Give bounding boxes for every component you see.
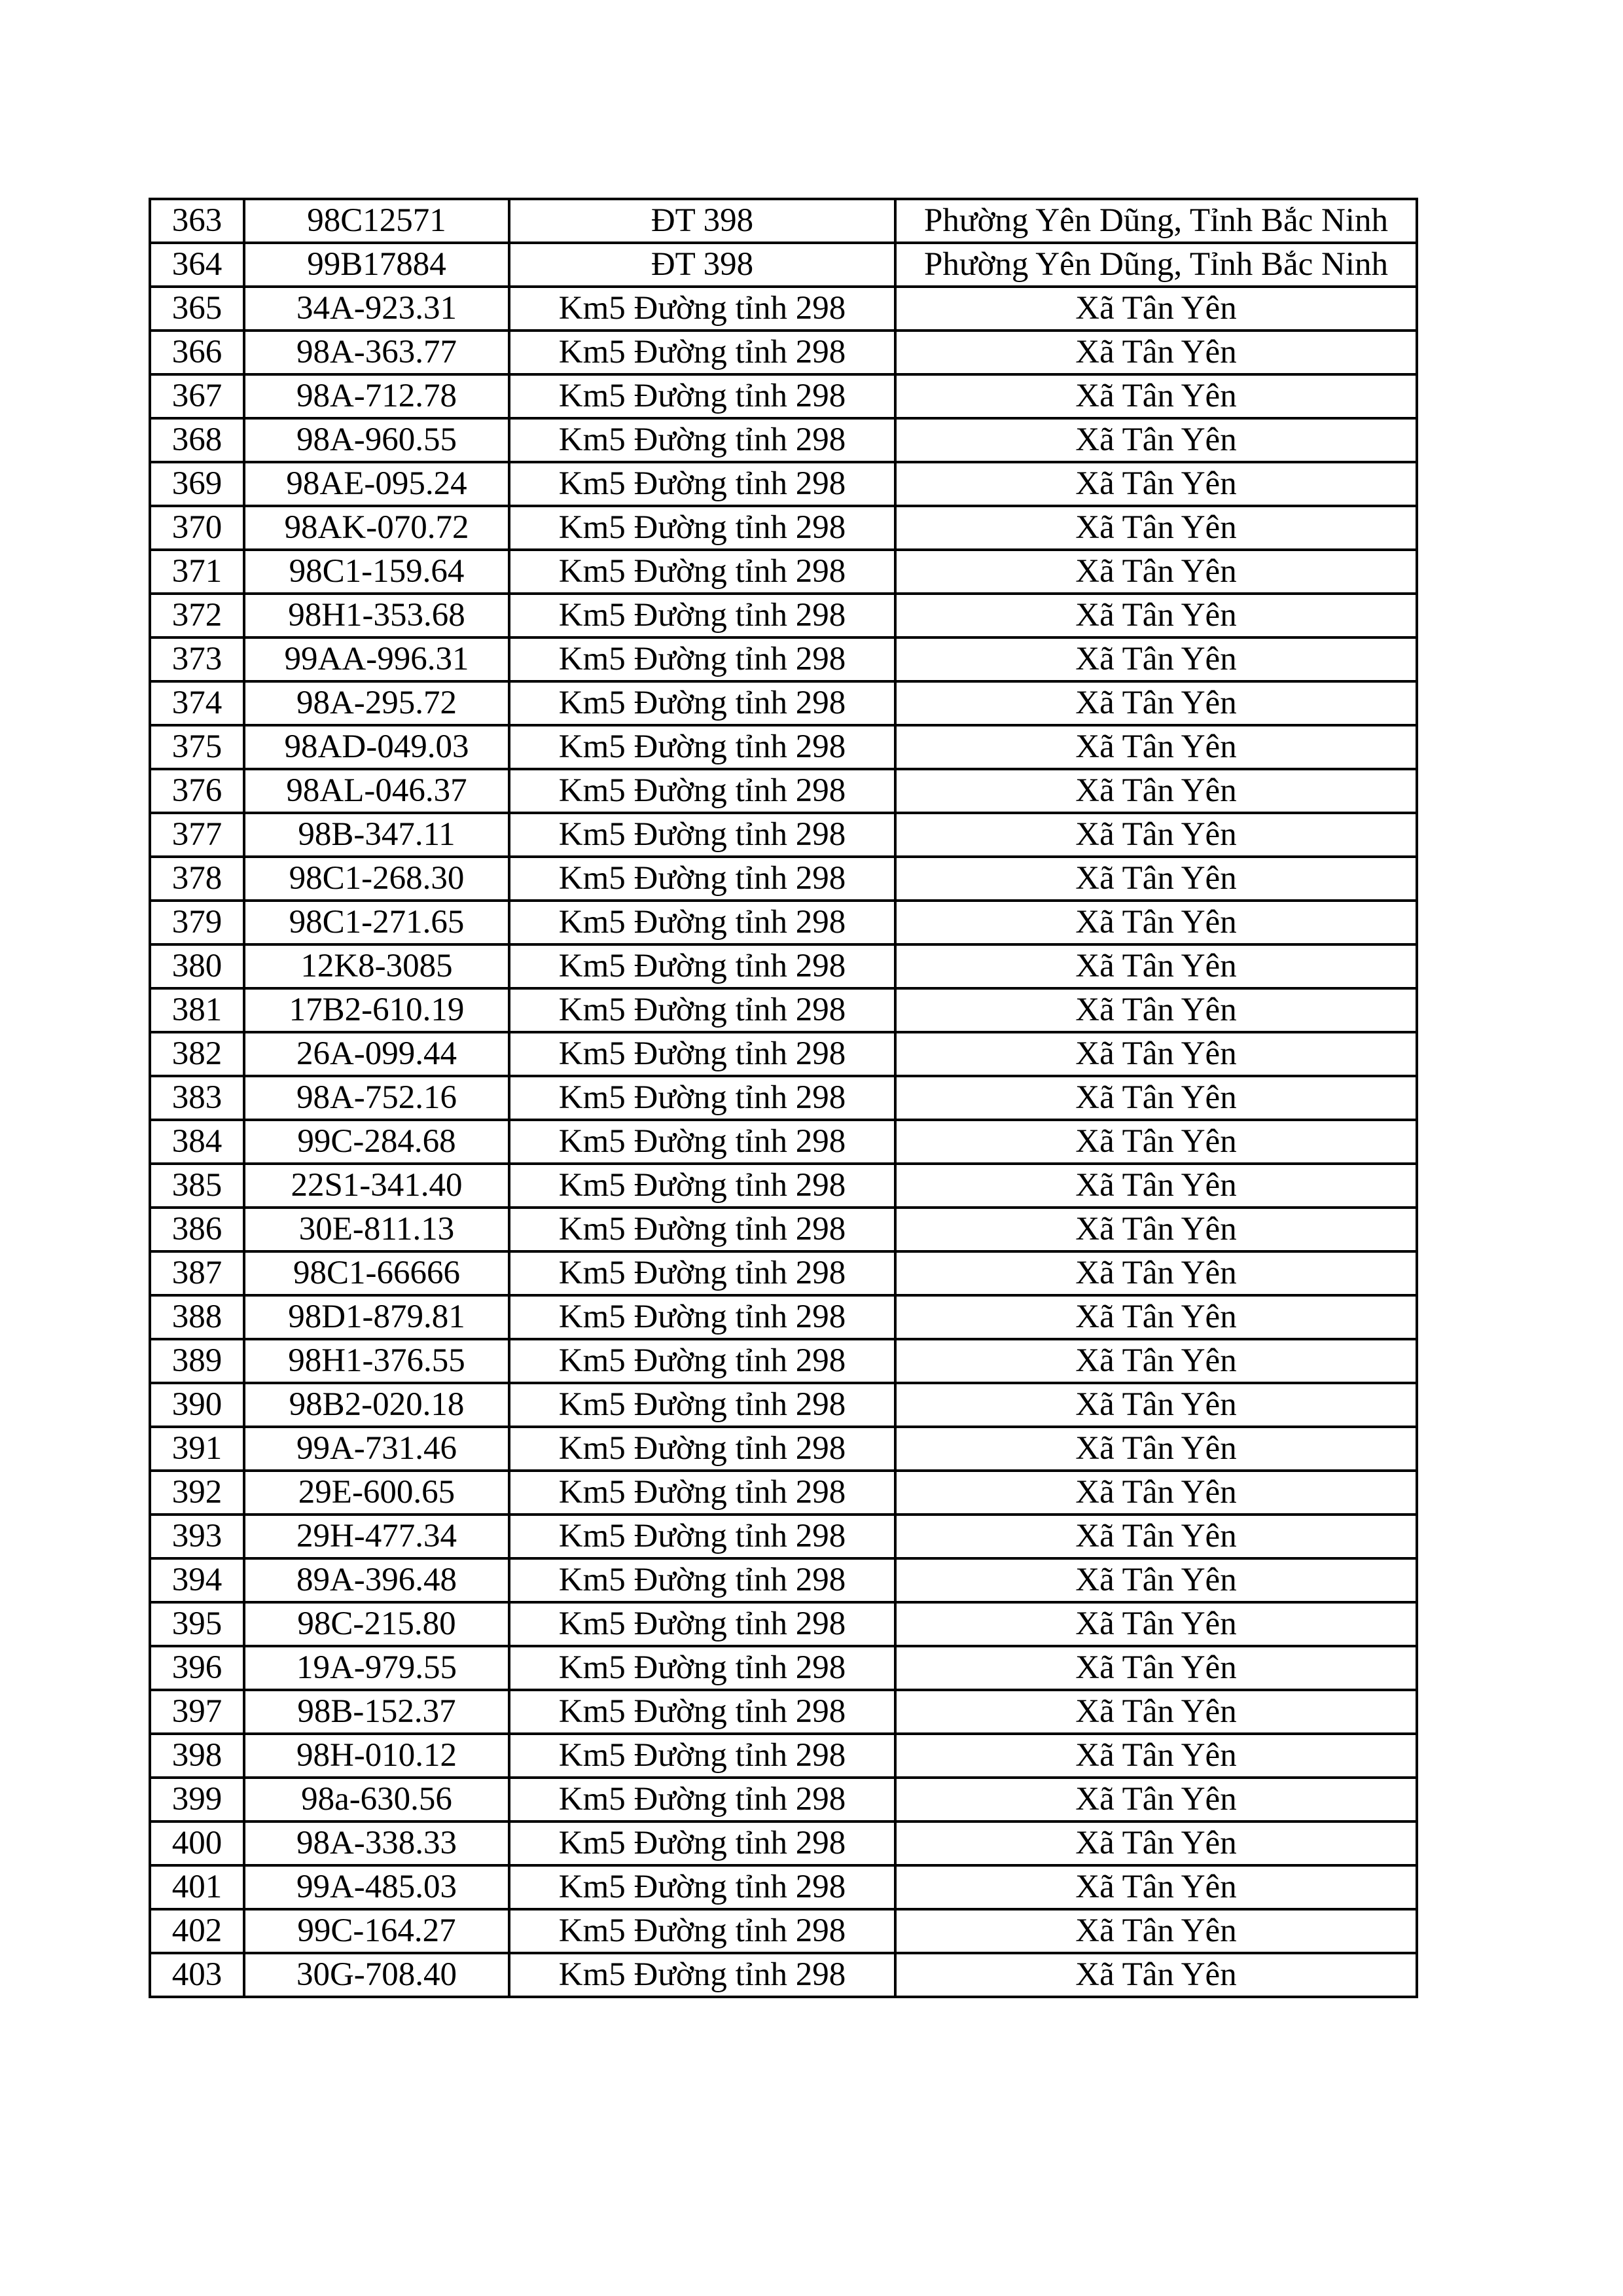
table-row	[150, 1778, 1417, 1821]
area-cell: Phường Yên Dũng, Tỉnh Bắc Ninh	[895, 243, 1417, 287]
license-plate-cell: 98AE-095.24	[244, 462, 509, 506]
area-cell: Xã Tân Yên	[895, 944, 1417, 988]
row-number-cell: 391	[150, 1427, 244, 1471]
violation-table-body	[150, 199, 1417, 1997]
row-number-cell: 371	[150, 550, 244, 594]
license-plate-cell: 99B17884	[244, 243, 509, 287]
area-cell: Xã Tân Yên	[895, 637, 1417, 681]
area-cell: Xã Tân Yên	[895, 1515, 1417, 1558]
road-location-cell: Km5 Đường tỉnh 298	[509, 857, 895, 901]
row-number-cell: 396	[150, 1646, 244, 1690]
table-row	[150, 901, 1417, 944]
row-number-cell: 401	[150, 1865, 244, 1909]
table-row	[150, 462, 1417, 506]
row-number-cell: 383	[150, 1076, 244, 1120]
table-row	[150, 594, 1417, 637]
row-number-cell: 369	[150, 462, 244, 506]
row-number-cell: 382	[150, 1032, 244, 1076]
area-cell: Xã Tân Yên	[895, 1164, 1417, 1208]
area-cell: Xã Tân Yên	[895, 418, 1417, 462]
row-number-cell: 384	[150, 1120, 244, 1164]
road-location-cell: Km5 Đường tỉnh 298	[509, 1865, 895, 1909]
table-row	[150, 1690, 1417, 1734]
license-plate-cell: 98B2-020.18	[244, 1383, 509, 1427]
area-cell: Xã Tân Yên	[895, 462, 1417, 506]
table-row	[150, 1120, 1417, 1164]
row-number-cell: 392	[150, 1471, 244, 1515]
license-plate-cell: 29H-477.34	[244, 1515, 509, 1558]
area-cell: Xã Tân Yên	[895, 1120, 1417, 1164]
license-plate-cell: 98a-630.56	[244, 1778, 509, 1821]
area-cell: Xã Tân Yên	[895, 1208, 1417, 1251]
row-number-cell: 397	[150, 1690, 244, 1734]
table-row	[150, 1646, 1417, 1690]
table-row	[150, 374, 1417, 418]
table-row	[150, 1164, 1417, 1208]
table-row	[150, 331, 1417, 374]
table-row	[150, 681, 1417, 725]
road-location-cell: Km5 Đường tỉnh 298	[509, 462, 895, 506]
license-plate-cell: 98C-215.80	[244, 1602, 509, 1646]
table-row	[150, 1295, 1417, 1339]
row-number-cell: 368	[150, 418, 244, 462]
road-location-cell: Km5 Đường tỉnh 298	[509, 1120, 895, 1164]
road-location-cell: Km5 Đường tỉnh 298	[509, 374, 895, 418]
license-plate-cell: 17B2-610.19	[244, 988, 509, 1032]
row-number-cell: 389	[150, 1339, 244, 1383]
row-number-cell: 380	[150, 944, 244, 988]
row-number-cell: 403	[150, 1953, 244, 1997]
road-location-cell: Km5 Đường tỉnh 298	[509, 637, 895, 681]
road-location-cell: Km5 Đường tỉnh 298	[509, 1032, 895, 1076]
area-cell: Xã Tân Yên	[895, 1865, 1417, 1909]
row-number-cell: 365	[150, 287, 244, 331]
license-plate-cell: 98A-960.55	[244, 418, 509, 462]
area-cell: Xã Tân Yên	[895, 374, 1417, 418]
row-number-cell: 379	[150, 901, 244, 944]
license-plate-cell: 98A-295.72	[244, 681, 509, 725]
table-row	[150, 1953, 1417, 1997]
table-row	[150, 418, 1417, 462]
row-number-cell: 393	[150, 1515, 244, 1558]
row-number-cell: 373	[150, 637, 244, 681]
row-number-cell: 385	[150, 1164, 244, 1208]
road-location-cell: Km5 Đường tỉnh 298	[509, 1953, 895, 1997]
license-plate-cell: 98AK-070.72	[244, 506, 509, 550]
license-plate-cell: 98A-338.33	[244, 1821, 509, 1865]
area-cell: Xã Tân Yên	[895, 1646, 1417, 1690]
license-plate-cell: 98B-347.11	[244, 813, 509, 857]
road-location-cell: Km5 Đường tỉnh 298	[509, 550, 895, 594]
license-plate-cell: 98H1-353.68	[244, 594, 509, 637]
area-cell: Xã Tân Yên	[895, 1778, 1417, 1821]
area-cell: Xã Tân Yên	[895, 1032, 1417, 1076]
area-cell: Xã Tân Yên	[895, 1383, 1417, 1427]
table-row	[150, 1208, 1417, 1251]
road-location-cell: Km5 Đường tỉnh 298	[509, 506, 895, 550]
license-plate-cell: 98A-712.78	[244, 374, 509, 418]
row-number-cell: 363	[150, 199, 244, 243]
license-plate-cell: 98C12571	[244, 199, 509, 243]
license-plate-cell: 98C1-268.30	[244, 857, 509, 901]
area-cell: Xã Tân Yên	[895, 813, 1417, 857]
table-row	[150, 813, 1417, 857]
area-cell: Xã Tân Yên	[895, 1295, 1417, 1339]
table-row	[150, 1076, 1417, 1120]
table-row	[150, 1515, 1417, 1558]
road-location-cell: Km5 Đường tỉnh 298	[509, 1602, 895, 1646]
area-cell: Xã Tân Yên	[895, 1690, 1417, 1734]
road-location-cell: Km5 Đường tỉnh 298	[509, 681, 895, 725]
road-location-cell: Km5 Đường tỉnh 298	[509, 1383, 895, 1427]
area-cell: Xã Tân Yên	[895, 1471, 1417, 1515]
table-row	[150, 243, 1417, 287]
area-cell: Xã Tân Yên	[895, 1076, 1417, 1120]
license-plate-cell: 98AL-046.37	[244, 769, 509, 813]
license-plate-cell: 98B-152.37	[244, 1690, 509, 1734]
road-location-cell: Km5 Đường tỉnh 298	[509, 1251, 895, 1295]
table-row	[150, 637, 1417, 681]
row-number-cell: 398	[150, 1734, 244, 1778]
row-number-cell: 378	[150, 857, 244, 901]
license-plate-cell: 29E-600.65	[244, 1471, 509, 1515]
table-row	[150, 857, 1417, 901]
area-cell: Xã Tân Yên	[895, 1953, 1417, 1997]
table-row	[150, 1032, 1417, 1076]
license-plate-cell: 12K8-3085	[244, 944, 509, 988]
road-location-cell: Km5 Đường tỉnh 298	[509, 1076, 895, 1120]
license-plate-cell: 22S1-341.40	[244, 1164, 509, 1208]
row-number-cell: 387	[150, 1251, 244, 1295]
row-number-cell: 388	[150, 1295, 244, 1339]
table-row	[150, 1602, 1417, 1646]
table-row	[150, 287, 1417, 331]
row-number-cell: 399	[150, 1778, 244, 1821]
area-cell: Xã Tân Yên	[895, 287, 1417, 331]
license-plate-cell: 98H-010.12	[244, 1734, 509, 1778]
row-number-cell: 394	[150, 1558, 244, 1602]
table-row	[150, 1821, 1417, 1865]
license-plate-cell: 99C-164.27	[244, 1909, 509, 1953]
row-number-cell: 386	[150, 1208, 244, 1251]
row-number-cell: 381	[150, 988, 244, 1032]
table-row	[150, 1339, 1417, 1383]
license-plate-cell: 99C-284.68	[244, 1120, 509, 1164]
area-cell: Xã Tân Yên	[895, 857, 1417, 901]
license-plate-cell: 98H1-376.55	[244, 1339, 509, 1383]
license-plate-cell: 30G-708.40	[244, 1953, 509, 1997]
license-plate-cell: 98AD-049.03	[244, 725, 509, 769]
road-location-cell: Km5 Đường tỉnh 298	[509, 901, 895, 944]
table-row	[150, 199, 1417, 243]
road-location-cell: Km5 Đường tỉnh 298	[509, 1646, 895, 1690]
area-cell: Xã Tân Yên	[895, 769, 1417, 813]
violation-table	[149, 198, 1418, 1998]
road-location-cell: Km5 Đường tỉnh 298	[509, 594, 895, 637]
table-row	[150, 1383, 1417, 1427]
license-plate-cell: 98C1-271.65	[244, 901, 509, 944]
table-row	[150, 1865, 1417, 1909]
road-location-cell: Km5 Đường tỉnh 298	[509, 1427, 895, 1471]
area-cell: Xã Tân Yên	[895, 1909, 1417, 1953]
table-row	[150, 1427, 1417, 1471]
area-cell: Xã Tân Yên	[895, 550, 1417, 594]
road-location-cell: Km5 Đường tỉnh 298	[509, 1821, 895, 1865]
road-location-cell: Km5 Đường tỉnh 298	[509, 1690, 895, 1734]
license-plate-cell: 19A-979.55	[244, 1646, 509, 1690]
road-location-cell: Km5 Đường tỉnh 298	[509, 769, 895, 813]
row-number-cell: 377	[150, 813, 244, 857]
row-number-cell: 395	[150, 1602, 244, 1646]
table-row	[150, 550, 1417, 594]
table-row	[150, 1471, 1417, 1515]
row-number-cell: 370	[150, 506, 244, 550]
area-cell: Xã Tân Yên	[895, 506, 1417, 550]
license-plate-cell: 34A-923.31	[244, 287, 509, 331]
area-cell: Xã Tân Yên	[895, 1821, 1417, 1865]
area-cell: Xã Tân Yên	[895, 1339, 1417, 1383]
table-row	[150, 506, 1417, 550]
row-number-cell: 400	[150, 1821, 244, 1865]
road-location-cell: Km5 Đường tỉnh 298	[509, 1471, 895, 1515]
license-plate-cell: 89A-396.48	[244, 1558, 509, 1602]
road-location-cell: Km5 Đường tỉnh 298	[509, 331, 895, 374]
road-location-cell: Km5 Đường tỉnh 298	[509, 287, 895, 331]
license-plate-cell: 98A-363.77	[244, 331, 509, 374]
area-cell: Xã Tân Yên	[895, 725, 1417, 769]
table-row	[150, 1909, 1417, 1953]
area-cell: Xã Tân Yên	[895, 1427, 1417, 1471]
area-cell: Xã Tân Yên	[895, 988, 1417, 1032]
license-plate-cell: 98C1-66666	[244, 1251, 509, 1295]
license-plate-cell: 99AA-996.31	[244, 637, 509, 681]
road-location-cell: Km5 Đường tỉnh 298	[509, 418, 895, 462]
road-location-cell: Km5 Đường tỉnh 298	[509, 725, 895, 769]
road-location-cell: Km5 Đường tỉnh 298	[509, 1558, 895, 1602]
row-number-cell: 374	[150, 681, 244, 725]
license-plate-cell: 26A-099.44	[244, 1032, 509, 1076]
road-location-cell: ĐT 398	[509, 199, 895, 243]
row-number-cell: 375	[150, 725, 244, 769]
table-row	[150, 1734, 1417, 1778]
table-row	[150, 944, 1417, 988]
row-number-cell: 376	[150, 769, 244, 813]
table-row	[150, 725, 1417, 769]
area-cell: Xã Tân Yên	[895, 331, 1417, 374]
road-location-cell: Km5 Đường tỉnh 298	[509, 1208, 895, 1251]
road-location-cell: Km5 Đường tỉnh 298	[509, 944, 895, 988]
license-plate-cell: 30E-811.13	[244, 1208, 509, 1251]
road-location-cell: Km5 Đường tỉnh 298	[509, 1339, 895, 1383]
road-location-cell: Km5 Đường tỉnh 298	[509, 1295, 895, 1339]
license-plate-cell: 98A-752.16	[244, 1076, 509, 1120]
table-row	[150, 988, 1417, 1032]
area-cell: Xã Tân Yên	[895, 681, 1417, 725]
road-location-cell: Km5 Đường tỉnh 298	[509, 813, 895, 857]
road-location-cell: Km5 Đường tỉnh 298	[509, 1734, 895, 1778]
road-location-cell: ĐT 398	[509, 243, 895, 287]
license-plate-cell: 98C1-159.64	[244, 550, 509, 594]
area-cell: Xã Tân Yên	[895, 1558, 1417, 1602]
area-cell: Phường Yên Dũng, Tỉnh Bắc Ninh	[895, 199, 1417, 243]
road-location-cell: Km5 Đường tỉnh 298	[509, 1515, 895, 1558]
area-cell: Xã Tân Yên	[895, 594, 1417, 637]
area-cell: Xã Tân Yên	[895, 1251, 1417, 1295]
table-row	[150, 769, 1417, 813]
road-location-cell: Km5 Đường tỉnh 298	[509, 1909, 895, 1953]
area-cell: Xã Tân Yên	[895, 901, 1417, 944]
row-number-cell: 366	[150, 331, 244, 374]
road-location-cell: Km5 Đường tỉnh 298	[509, 1164, 895, 1208]
row-number-cell: 364	[150, 243, 244, 287]
table-row	[150, 1558, 1417, 1602]
area-cell: Xã Tân Yên	[895, 1602, 1417, 1646]
table-row	[150, 1251, 1417, 1295]
road-location-cell: Km5 Đường tỉnh 298	[509, 1778, 895, 1821]
row-number-cell: 390	[150, 1383, 244, 1427]
road-location-cell: Km5 Đường tỉnh 298	[509, 988, 895, 1032]
license-plate-cell: 99A-485.03	[244, 1865, 509, 1909]
license-plate-cell: 99A-731.46	[244, 1427, 509, 1471]
row-number-cell: 372	[150, 594, 244, 637]
row-number-cell: 402	[150, 1909, 244, 1953]
row-number-cell: 367	[150, 374, 244, 418]
license-plate-cell: 98D1-879.81	[244, 1295, 509, 1339]
area-cell: Xã Tân Yên	[895, 1734, 1417, 1778]
